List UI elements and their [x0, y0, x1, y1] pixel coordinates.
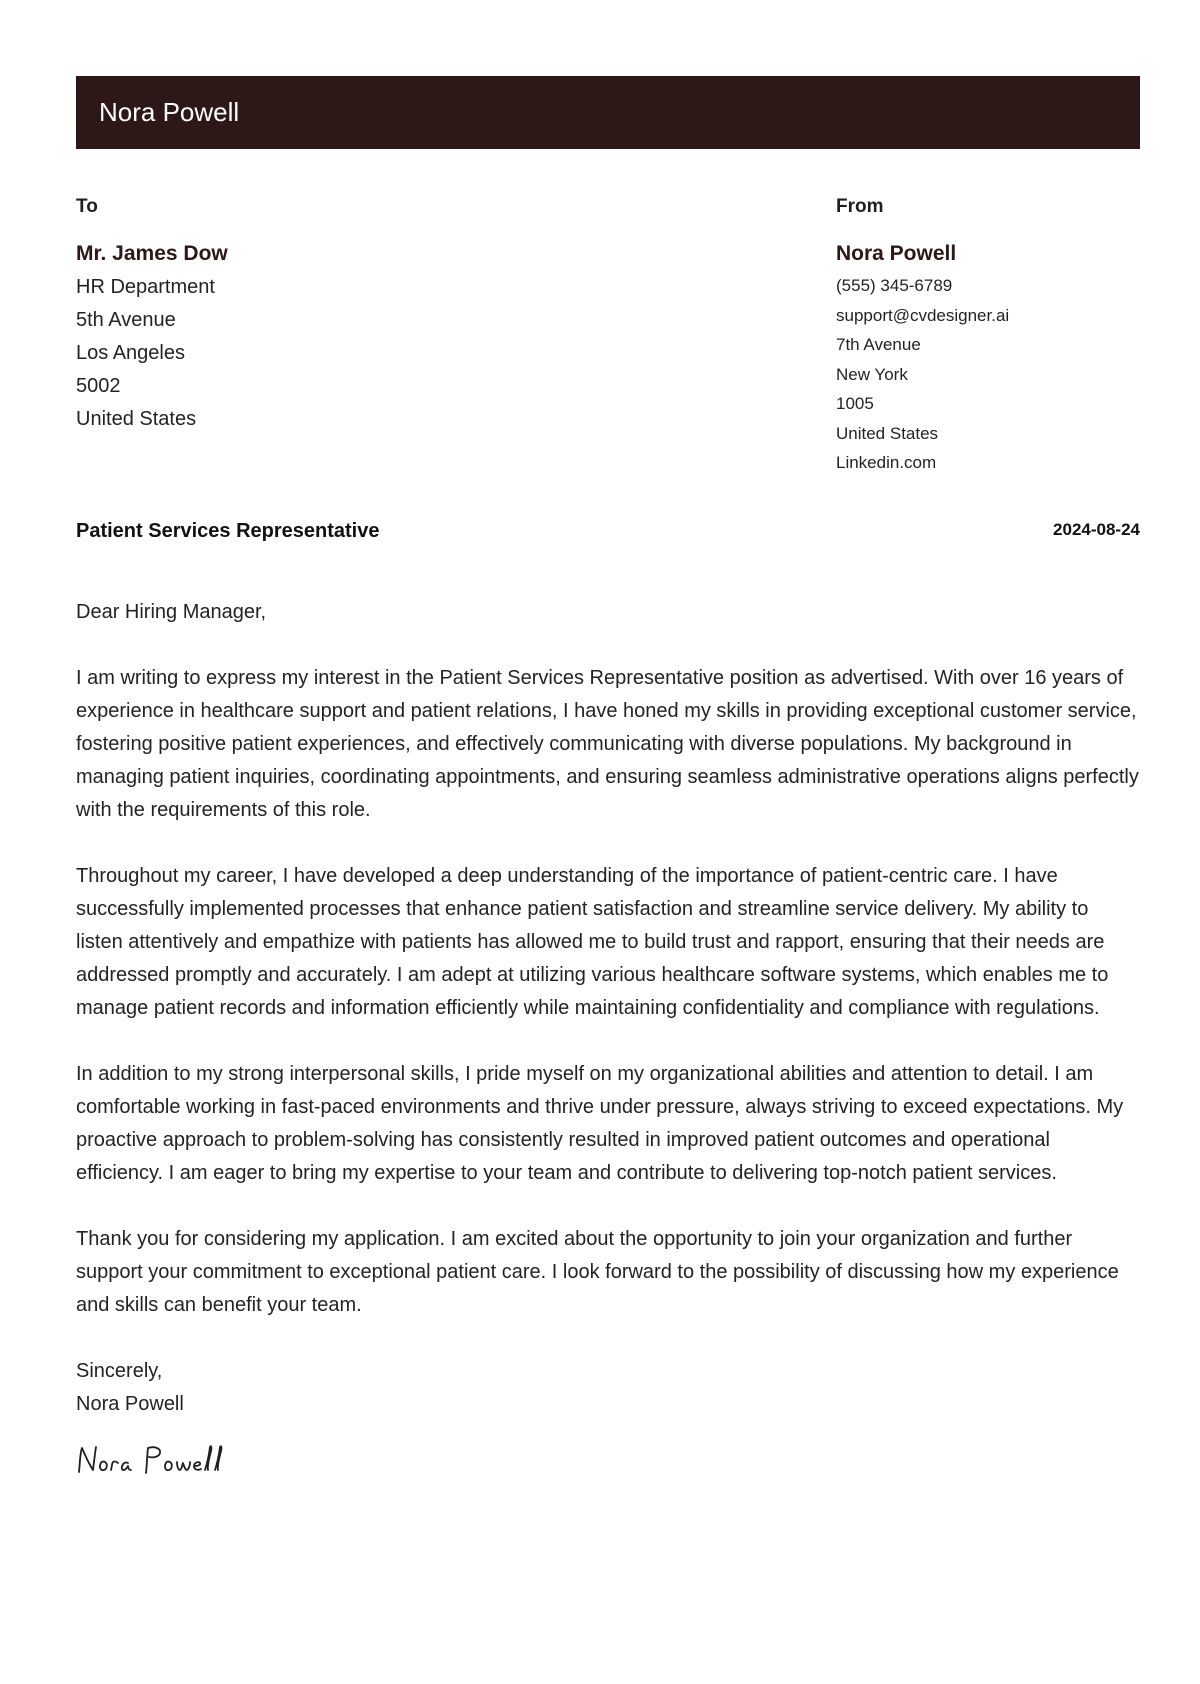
- recipient-postal-code: 5002: [76, 375, 121, 397]
- subject-title: Patient Services Representative: [76, 520, 380, 542]
- sender-postal-code: 1005: [836, 394, 874, 413]
- sender-email: support@cvdesigner.ai: [836, 305, 1010, 325]
- sender-phone: (555) 345-6789: [836, 276, 953, 295]
- header-name: Nora Powell: [99, 97, 240, 127]
- address-section: [76, 195, 1140, 520]
- sender-country: United States: [836, 423, 939, 443]
- body-paragraph: Throughout my career, I have developed a deep understanding of the importance of patient-centric care. I have successfully implemented processes that enhance patient satisfaction and streamline service delivery. My ability to listen attentively and empathize with patients has allowed me to build trust and rapport, ensuring that their needs are addressed promptly and accurately. I am adept at utilizing various healthcare software systems, which enables me to manage patient records and information efficiently while maintaining confidentiality and compliance with regulations.: [76, 865, 1109, 1019]
- sender-city: New York: [836, 364, 908, 384]
- cover-letter-page: [76, 76, 1140, 1486]
- header-bar: [76, 76, 1140, 149]
- recipient-street: 5th Avenue: [76, 309, 176, 331]
- closing-salutation: Sincerely,: [76, 1360, 163, 1382]
- body-paragraph: Thank you for considering my application. I am excited about the opportunity to join your organization and further support your commitment to exceptional patient care. I look forward to the possibility of discussing how my experience and skills can benefit your team.: [76, 1228, 1119, 1316]
- closing-name: Nora Powell: [76, 1393, 184, 1415]
- sender-linkedin: Linkedin.com: [836, 453, 937, 472]
- greeting: Dear Hiring Manager,: [76, 601, 267, 623]
- recipient-name: Mr. James Dow: [76, 242, 228, 265]
- body-paragraph: In addition to my strong interpersonal skills, I pride myself on my organizational abilities and attention to detail. I am comfortable working in fast-paced environments and thrive under pressure, always striving to exceed expectations. My proactive approach to problem-solving has consistently resulted in improved patient outcomes and operational efficiency. I am eager to bring my expertise to your team and contribute to delivering top-notch patient services.: [76, 1063, 1124, 1184]
- recipient-block: [76, 195, 676, 436]
- recipient-label: To: [76, 196, 98, 217]
- sender-block: [836, 195, 1140, 478]
- recipient-country: United States: [76, 408, 197, 430]
- body-paragraph: I am writing to express my interest in the Patient Services Representative position as advertised. With over 16 years of experience in healthcare support and patient relations, I have honed my skills in providing exceptional customer service, fostering positive patient experiences, and effectively communicating with diverse populations. My background in managing patient inquiries, coordinating appointments, and ensuring seamless administrative operations aligns perfectly with the requirements of this role.: [76, 667, 1139, 821]
- subject-row: [76, 520, 1140, 578]
- recipient-city: Los Angeles: [76, 342, 185, 364]
- sender-label: From: [836, 196, 884, 217]
- sender-street: 7th Avenue: [836, 335, 921, 354]
- letter-date: 2024-08-24: [1053, 520, 1140, 539]
- sender-name: Nora Powell: [836, 242, 957, 265]
- recipient-department: HR Department: [76, 276, 215, 298]
- handwritten-signature: [76, 1439, 236, 1481]
